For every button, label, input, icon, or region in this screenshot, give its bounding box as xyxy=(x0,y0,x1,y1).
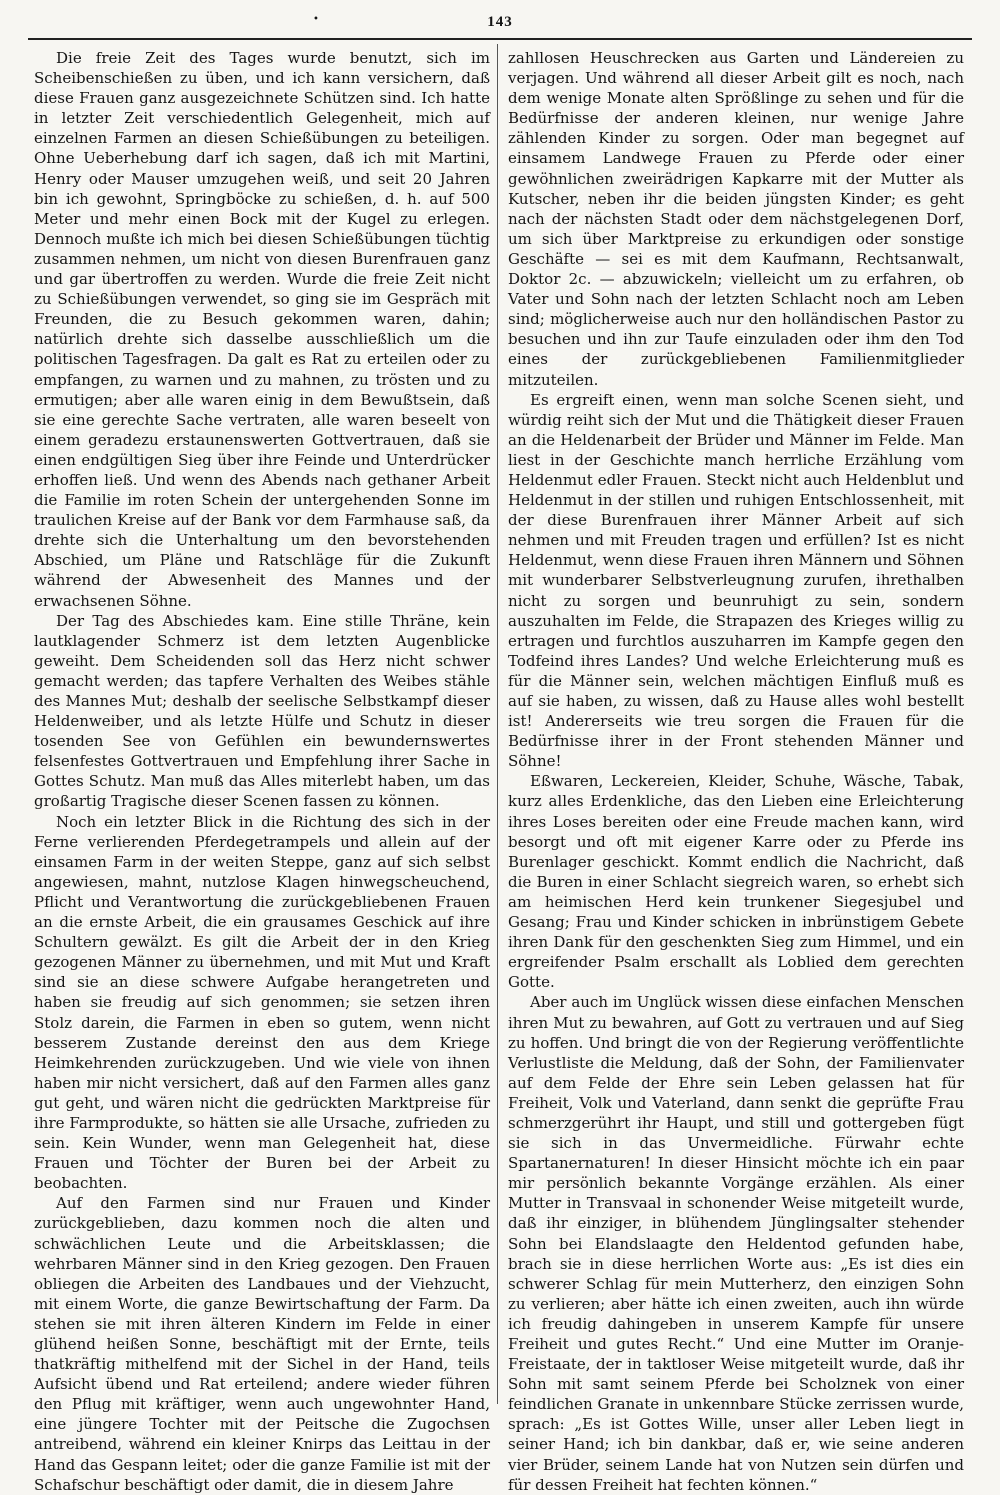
right-column xyxy=(508,48,964,1495)
header-rule xyxy=(28,38,972,40)
right-paragraph: Es ergreift einen, wenn man solche Scenen sieht, und würdig reiht sich der Mut und die Thätigkeit dieser Frauen an die Heldenarbeit der Brüder und Männer im Felde. Man liest in der Geschichte manch herrliche Erzählung vom Heldenmut edler Frauen. Steckt nicht auch Heldenblut und Heldenmut in der stillen und ruhigen Entschlossenheit, mit der diese Burenfrauen ihrer Männer Arbeit auf sich nehmen und mit Freuden tragen und erfüllen? Ist es nicht Heldenmut, wenn diese Frauen ihren Männern und Söhnen mit wunderbarer Selbstverleugnung zurufen, ihrethalben nicht zu sorgen und beunruhigt zu sein, sondern auszuhalten im Felde, die Strapazen des Krieges willig zu ertragen und furchtlos auszuharren im Kampfe gegen den Todfeind ihres Landes? Und welche Erleichterung muß es für die Männer sein, welchen mächtigen Einfluß muß es auf sie haben, zu wissen, daß zu Hause alles wohl bestellt ist! Andererseits wie treu sorgen die Frauen für die Bedürfnisse ihrer in der Front stehenden Männer und Söhne! xyxy=(508,390,964,771)
left-paragraph: Auf den Farmen sind nur Frauen und Kinder zurückgeblieben, dazu kommen noch die alten und schwächlichen Leute und die Arbeitsklassen; die wehrbaren Männer sind in den Krieg gezogen. Den Frauen obliegen die Arbeiten des Landbaues und der Viehzucht, mit einem Worte, die ganze Bewirtschaftung der Farm. Da stehen sie mit ihren älteren Kindern im Felde in einer glühend heißen Sonne, beschäftigt mit der Ernte, teils thatkräftig mithelfend mit der Sichel in der Hand, teils Aufsicht übend und Rat erteilend; andere wieder führen den Pflug mit kräftiger, wenn auch ungewohnter Hand, eine jüngere Tochter mit der Peitsche die Zugochsen antreibend, während ein kleiner Knirps das Leittau in der Hand das Gespann leitet; oder die ganze Familie ist mit der Schafschur beschäftigt oder damit, die in diesem Jahre xyxy=(34,1194,490,1494)
left-paragraph: Die freie Zeit des Tages wurde benutzt, sich im Scheibenschießen zu üben, und ich kann versichern, daß diese Frauen ganz ausgezeichnete Schützen sind. Ich hatte in letzter Zeit verschiedentlich Gelegenheit, mich auf einzelnen Farmen an diesen Schießübungen zu beteiligen. Ohne Ueberhebung darf ich sagen, daß ich mit Martini, Henry oder Mauser umzugehen weiß, und seit 20 Jahren bin ich gewohnt, Springböcke zu schießen, d. h. auf 500 Meter und mehr einen Bock mit der Kugel zu erlegen. Dennoch mußte ich mich bei diesen Schießübungen tüchtig zusammen nehmen, um nicht von diesen Burenfrauen ganz und gar übertroffen zu werden. Wurde die freie Zeit nicht zu Schießübungen verwendet, so ging sie im Gespräch mit Freunden, die zu Besuch gekommen waren, dahin; natürlich drehte sich dasselbe ausschließlich um die politischen Tagesfragen. Da galt es Rat zu erteilen oder zu empfangen, zu warnen und zu mahnen, zu trösten und zu ermutigen; aber alle waren einig in dem Bewußtsein, daß sie eine gerechte Sache vertraten, alle waren beseelt von einem geradezu erstaunenswerten Gottvertrauen, daß sie einen endgültigen Sieg über ihre Feinde und Unterdrücker erhoffen ließ. Und wenn des Abends nach gethaner Arbeit die Familie im roten Schein der untergehenden Sonne im traulichen Kreise auf der Bank vor dem Farmhause saß, da drehte sich die Unterhaltung um den bevorstehenden Abschied, um Pläne und Ratschläge für die Zukunft während der Abwesenheit des Mannes und der erwachsenen Söhne. xyxy=(34,49,490,610)
left-paragraph: Der Tag des Abschiedes kam. Eine stille Thräne, kein lautklagender Schmerz ist dem letzten Augenblicke geweiht. Dem Scheidenden soll das Herz nicht schwer gemacht werden; das tapfere Verhalten des Weibes stähle des Mannes Mut; deshalb der seelische Selbstkampf dieser Heldenweiber, und als letzte Hülfe und Schutz in dieser tosenden See von Gefühlen ein bewundernswertes felsenfestes Gottvertrauen und Empfehlung ihrer Sache in Gottes Schutz. Man muß das Alles miterlebt haben, um das großartig Tragische dieser Scenen fassen zu können. xyxy=(34,611,490,811)
left-paragraph: Noch ein letzter Blick in die Richtung des sich in der Ferne verlierenden Pferdegetrampels und allein auf der einsamen Farm in der weiten Steppe, ganz auf sich selbst angewiesen, mahnt, nutzlose Klagen hinwegscheuchend, Pflicht und Verantwortung die zurückgebliebenen Frauen an die ernste Arbeit, die ein grausames Geschick auf ihre Schultern gewälzt. Es gilt die Arbeit der in den Krieg gezogenen Männer zu übernehmen, und mit Mut und Kraft sind sie an diese schwere Aufgabe herangetreten und haben sie freudig auf sich genommen; sie setzen ihren Stolz darein, die Farmen in eben so gutem, wenn nicht besserem Zustande dereinst den aus dem Kriege Heimkehrenden zurückzugeben. Und wie viele von ihnen haben mir nicht versichert, daß auf den Farmen alles ganz gut geht, und wären nicht die gedrückten Marktpreise für ihre Farmprodukte, so hätten sie alle Ursache, zufrieden zu sein. Kein Wunder, wenn man Gelegenheit hat, diese Frauen und Töchter der Buren bei der Arbeit zu beobachten. xyxy=(34,812,490,1193)
right-paragraph: zahllosen Heuschrecken aus Garten und Ländereien zu verjagen. Und während all dieser Arbeit gilt es noch, nach dem wenige Monate alten Sprößlinge zu sehen und für die Bedürfnisse der anderen kleinen, nur wenige Jahre zählenden Kinder zu sorgen. Oder man begegnet auf einsamem Landwege Frauen zu Pferde oder einer gewöhnlichen zweirädrigen Kapkarre mit der Mutter als Kutscher, neben ihr die beiden jüngsten Kinder; es geht nach der nächsten Stadt oder dem nächstgelegenen Dorf, um sich über Marktpreise zu erkundigen oder sonstige Geschäfte — sei es mit dem Kaufmann, Rechtsanwalt, Doktor 2c. — abzuwickeln; vielleicht um zu erfahren, ob Vater und Sohn nach der letzten Schlacht noch am Leben sind; möglicherweise auch nur den holländischen Pastor zu besuchen und ihn zur Taufe einzuladen oder ihm den Tod eines der zurückgebliebenen Familienmitglieder mitzuteilen. xyxy=(508,49,964,389)
column-divider xyxy=(497,44,498,1404)
left-column xyxy=(34,48,490,1495)
right-paragraph: Aber auch im Unglück wissen diese einfachen Menschen ihren Mut zu bewahren, auf Gott zu vertrauen und auf Sieg zu hoffen. Und bringt die von der Regierung veröffentlichte Verlustliste die Meldung, daß der Sohn, der Familienvater auf dem Felde der Ehre sein Leben gelassen hat für Freiheit, Volk und Vaterland, dann senkt die geprüfte Frau schmerzgerührt ihr Haupt, und still und gottergeben fügt sie sich in das Unvermeidliche. Fürwahr echte Spartanernaturen! In dieser Hinsicht möchte ich ein paar mir persönlich bekannte Vorgänge erzählen. Als einer Mutter in Transvaal in schonender Weise mitgeteilt wurde, daß ihr einziger, in blühendem Jünglingsalter stehender Sohn bei Elandslaagte den Heldentod gefunden habe, brach sie in diese herrlichen Worte aus: „Es ist dies ein schwerer Schlag für mein Mutterherz, den einzigen Sohn zu verlieren; aber hätte ich einen zweiten, auch ihn würde ich freudig dahingeben in unserem Kampfe für unsere Freiheit und gutes Recht.“ Und eine Mutter im Oranje-Freistaate, der in taktloser Weise mitgeteilt wurde, daß ihr Sohn mit samt seinem Pferde bei Scholznek von einer feindlichen Granate in unkennbare Stücke zerrissen wurde, sprach: „Es ist Gottes Wille, unser aller Leben liegt in seiner Hand; ich bin dankbar, daß er, wie seine anderen vier Brüder, seinem Lande hat von Nutzen sein dürfen und für dessen Freiheit hat fechten können.“ xyxy=(508,993,964,1494)
ink-dot: • xyxy=(313,14,319,25)
right-paragraph: Eßwaren, Leckereien, Kleider, Schuhe, Wäsche, Tabak, kurz alles Erdenkliche, das den Lieben eine Erleichterung ihres Loses bereiten oder eine Freude machen kann, wird besorgt und oft mit eigener Karre oder zu Pferde ins Burenlager geschickt. Kommt endlich die Nachricht, daß die Buren in einer Schlacht siegreich waren, so erhebt sich am heimischen Herd kein trunkener Siegesjubel und Gesang; Frau und Kinder schicken in inbrünstigem Gebete ihren Dank für den geschenkten Sieg zum Himmel, und ein ergreifender Psalm erschallt als Loblied dem gerechten Gotte. xyxy=(508,772,964,992)
page-number: 143 xyxy=(487,14,513,30)
